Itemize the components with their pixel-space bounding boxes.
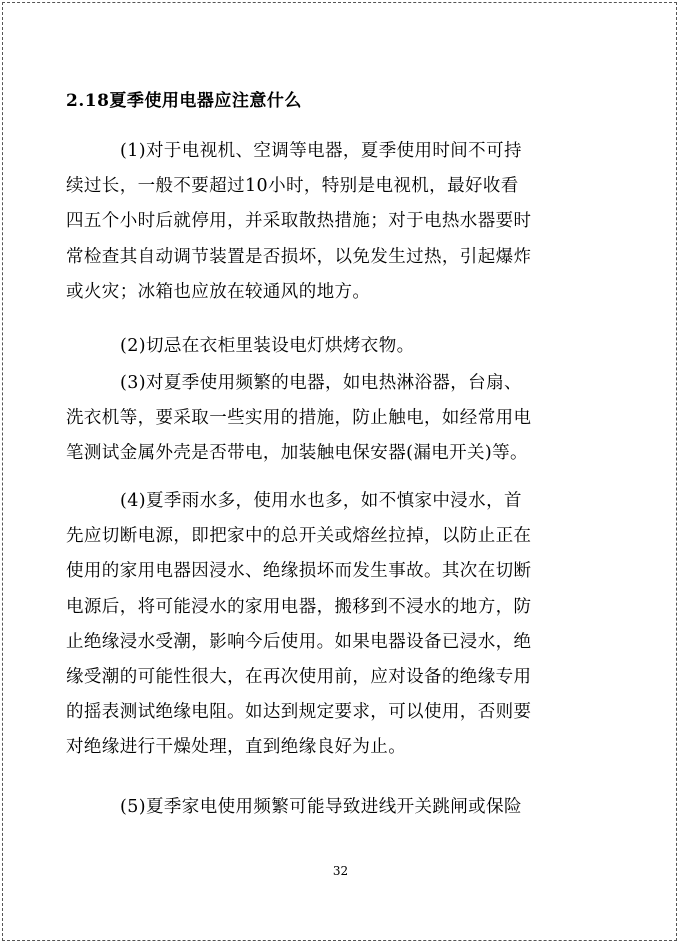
paragraph-4 <box>66 484 626 766</box>
paragraph-line: 止绝缘浸水受潮，影响今后使用。如果电器设备已浸水，绝 <box>66 631 532 652</box>
paragraph-2 <box>66 329 626 364</box>
paragraph-3 <box>66 366 626 472</box>
paragraph-line: 或火灾；冰箱也应放在较通风的地方。 <box>66 281 371 302</box>
paragraph-1 <box>66 134 626 310</box>
paragraph-line: (1)对于电视机、空调等电器，夏季使用时间不可持 <box>120 141 522 161</box>
paragraph-line: 使用的家用电器因浸水、绝缘损坏而发生事故。其次在切断 <box>66 561 532 582</box>
paragraph-line: 续过长，一般不要超过10小时，特别是电视机，最好收看 <box>66 176 519 197</box>
paragraph-line: (3)对夏季使用频繁的电器，如电热淋浴器，台扇、 <box>120 373 522 393</box>
paragraph-line: 洗衣机等，要采取一些实用的措施，防止触电，如经常用电 <box>66 408 532 429</box>
paragraph-5 <box>66 790 626 825</box>
paragraph-line: 笔测试金属外壳是否带电，加装触电保安器(漏电开关)等。 <box>66 443 528 464</box>
section-heading: 2.18夏季使用电器应注意什么 <box>66 91 302 111</box>
page-number: 32 <box>332 864 349 878</box>
paragraph-line: 四五个小时后就停用，并采取散热措施；对于电热水器要时 <box>66 211 532 232</box>
paragraph-line: (4)夏季雨水多，使用水也多，如不慎家中浸水，首 <box>120 491 522 511</box>
paragraph-line: 缘受潮的可能性很大，在再次使用前，应对设备的绝缘专用 <box>66 667 532 688</box>
paragraph-line: 对绝缘进行干燥处理，直到绝缘良好为止。 <box>66 737 407 758</box>
paragraph-line: 先应切断电源，即把家中的总开关或熔丝拉掉，以防止正在 <box>66 526 532 547</box>
paragraph-line: 电源后，将可能浸水的家用电器，搬移到不浸水的地方，防 <box>66 596 532 617</box>
paragraph-line: (2)切忌在衣柜里装设电灯烘烤衣物。 <box>120 336 415 356</box>
paragraph-line: 的摇表测试绝缘电阻。如达到规定要求，可以使用，否则要 <box>66 702 532 723</box>
paragraph-line: (5)夏季家电使用频繁可能导致进线开关跳闸或保险 <box>120 797 522 817</box>
paragraph-line: 常检查其自动调节装置是否损坏，以免发生过热，引起爆炸 <box>66 246 532 267</box>
